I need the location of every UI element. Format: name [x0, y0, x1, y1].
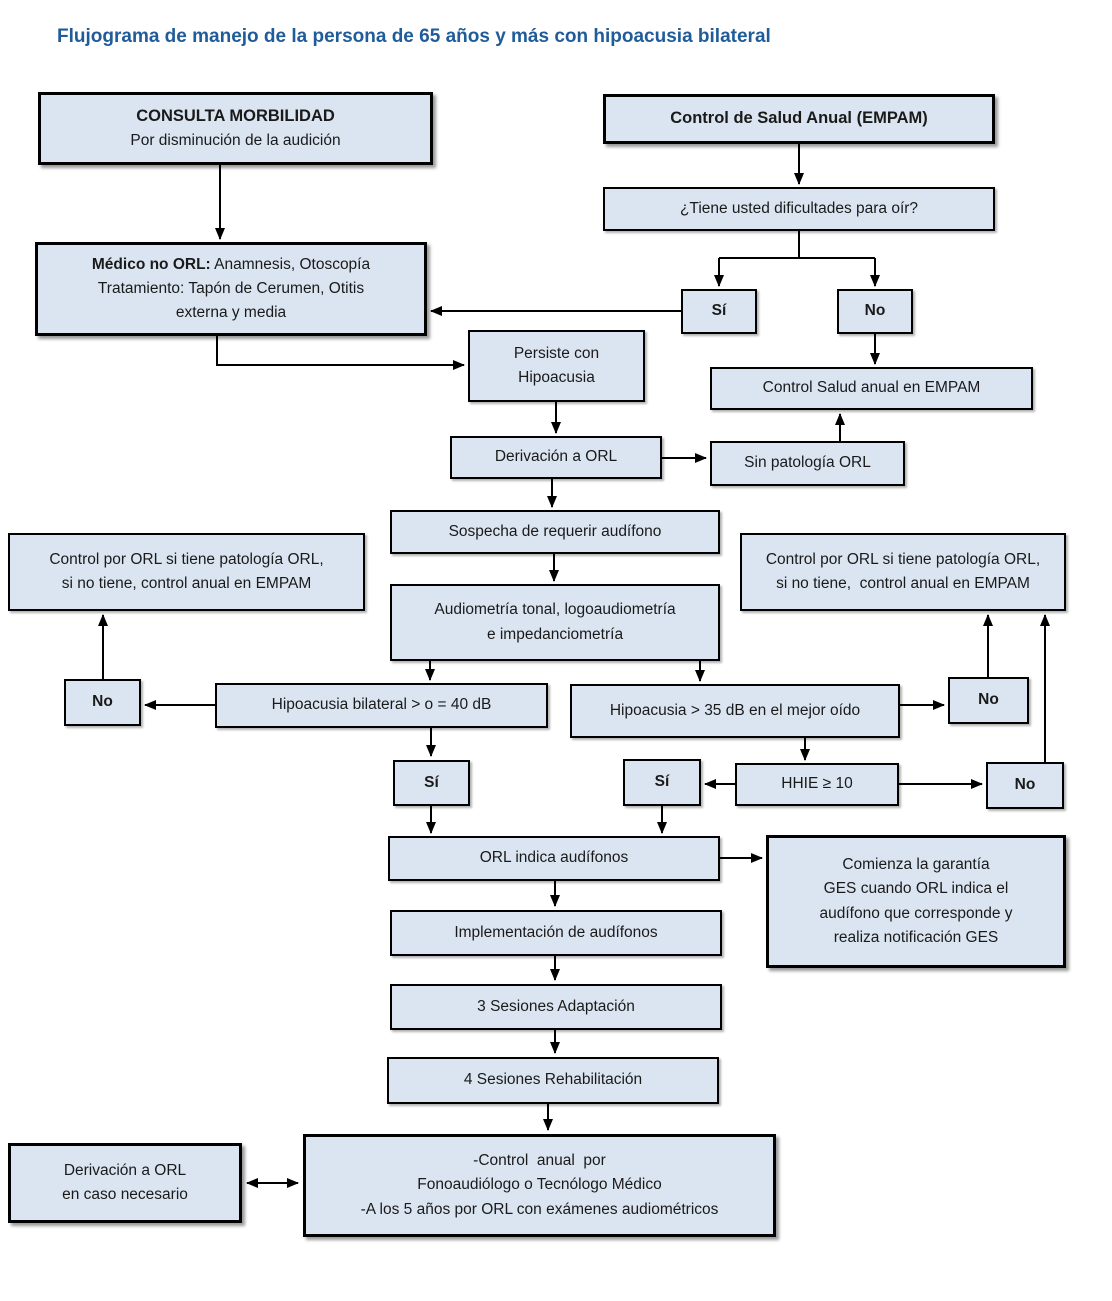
- node-hipoacusia-35db: Hipoacusia > 35 dB en el mejor oído: [570, 684, 900, 738]
- node-no-izquierda: No: [64, 679, 141, 726]
- node-orl-indica-audifonos: ORL indica audífonos: [388, 836, 720, 881]
- node-no-superior: No: [837, 289, 913, 334]
- node-control-salud-anual: Control Salud anual en EMPAM: [710, 367, 1033, 410]
- node-no-derecha-1: No: [948, 677, 1029, 724]
- node-consulta-morbilidad: CONSULTA MORBILIDAD Por disminución de la audición: [38, 92, 433, 165]
- node-persiste-hipoacusia: Persiste con Hipoacusia: [468, 330, 645, 402]
- arrow-medico-to-persiste: [217, 336, 464, 365]
- node-si-izquierda: Sí: [393, 760, 470, 806]
- node-derivacion-orl: Derivación a ORL: [450, 436, 662, 479]
- node-control-salud-anual-empam: Control de Salud Anual (EMPAM): [603, 94, 995, 144]
- node-implementacion-audifonos: Implementación de audífonos: [390, 910, 722, 956]
- node-pregunta-dificultades-oir: ¿Tiene usted dificultades para oír?: [603, 187, 995, 231]
- page-title: Flujograma de manejo de la persona de 65 años y más con hipoacusia bilateral: [57, 26, 771, 47]
- node-control-orl-derecha: Control por ORL si tiene patología ORL, si no tiene, control anual en EMPAM: [740, 533, 1066, 611]
- node-audiometria: Audiometría tonal, logoaudiometría e impedanciometría: [390, 584, 720, 661]
- node-si-derecha: Sí: [623, 759, 701, 806]
- node-control-orl-izquierda: Control por ORL si tiene patología ORL, si no tiene, control anual en EMPAM: [8, 533, 365, 611]
- node-sin-patologia-orl: Sin patología ORL: [710, 441, 905, 486]
- node-hipoacusia-bilateral-40db: Hipoacusia bilateral > o = 40 dB: [215, 683, 548, 728]
- node-derivacion-orl-necesario: Derivación a ORL en caso necesario: [8, 1143, 242, 1223]
- node-hhie: HHIE ≥ 10: [735, 763, 899, 806]
- node-sospecha-audifono: Sospecha de requerir audífono: [390, 510, 720, 554]
- node-medico-no-orl: Médico no ORL: Anamnesis, Otoscopía Tratamiento: Tapón de Cerumen, Otitis externa y media: [35, 242, 427, 336]
- node-si-superior: Sí: [681, 289, 757, 334]
- node-sesiones-adaptacion: 3 Sesiones Adaptación: [390, 984, 722, 1030]
- node-control-final: -Control anual por Fonoaudiólogo o Tecnólogo Médico -A los 5 años por ORL con exámenes audiométricos: [303, 1134, 776, 1237]
- node-sesiones-rehabilitacion: 4 Sesiones Rehabilitación: [387, 1057, 719, 1104]
- node-garantia-ges: Comienza la garantía GES cuando ORL indica el audífono que corresponde y realiza notificación GES: [766, 835, 1066, 968]
- node-no-derecha-2: No: [986, 762, 1064, 809]
